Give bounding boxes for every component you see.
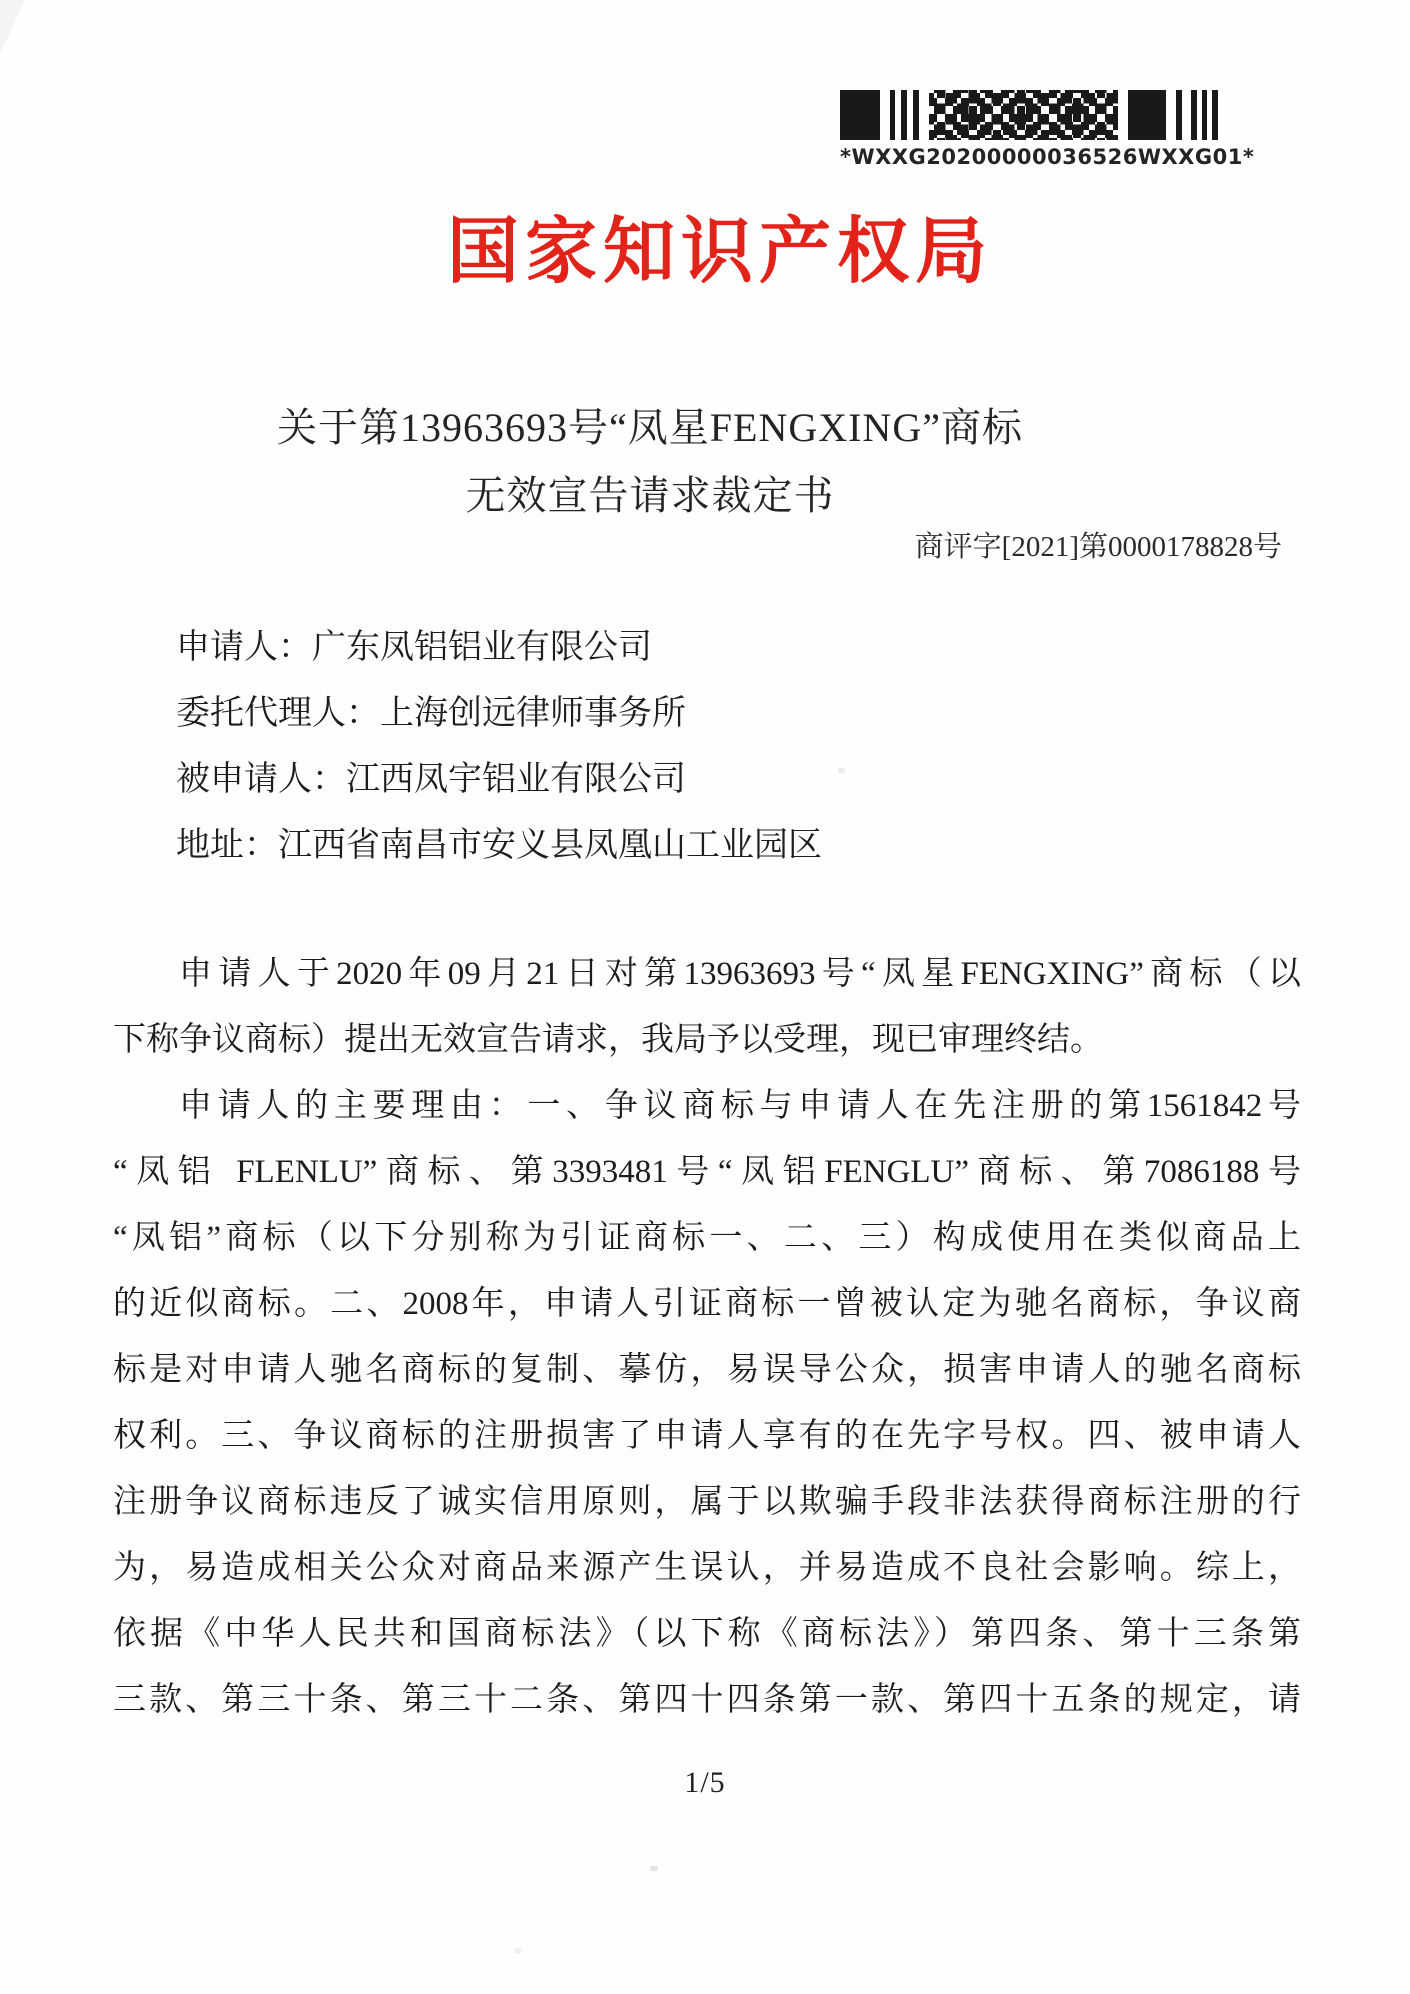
barcode-region: [840, 90, 1255, 169]
body-line: 注册争议商标违反了诚实信用原则，属于以欺骗手段非法获得商标注册的行: [113, 1484, 1301, 1520]
body-line: 的近似商标。二、2008年，申请人引证商标一曾被认定为驰名商标，争议商: [113, 1286, 1301, 1322]
body-line: 下称争议商标）提出无效宣告请求，我局予以受理，现已审理终结。: [113, 1022, 1103, 1058]
body-line: “凤铝 FLENLU”商标、第3393481号“凤铝FENGLU”商标、第7086188号: [113, 1154, 1301, 1190]
body-text: [113, 941, 1301, 1733]
scan-artifact: [838, 768, 845, 773]
body-line: “凤铝”商标（以下分别称为引证商标一、二、三）构成使用在类似商品上: [113, 1220, 1301, 1256]
body-line: 依据《中华人民共和国商标法》（以下称《商标法》）第四条、第十三条第: [113, 1616, 1301, 1652]
body-line: 申请人于2020年09月21日对第13963693号“凤星FENGXING”商标（以: [179, 956, 1301, 992]
party-applicant: 申请人：广东凤铝铝业有限公司: [176, 629, 652, 666]
body-line: 标是对申请人驰名商标的复制、摹仿，易误导公众，损害申请人的驰名商标: [113, 1352, 1301, 1388]
org-title: 国家知识产权局: [446, 212, 993, 292]
barcode-label: *WXXG20200000036526WXXG01*: [840, 145, 1255, 169]
parties-block: [176, 615, 822, 879]
barcode-2d-icon: [840, 90, 1218, 140]
scan-artifact: [650, 1866, 658, 1871]
body-line: 为，易造成相关公众对商品来源产生误认，并易造成不良社会影响。综上，: [113, 1550, 1301, 1586]
body-line: 申请人的主要理由：一、争议商标与申请人在先注册的第1561842号: [179, 1088, 1301, 1124]
scan-artifact: [0, 0, 34, 64]
party-agent: 委托代理人：上海创远律师事务所: [176, 695, 686, 732]
party-address: 地址：江西省南昌市安义县凤凰山工业园区: [176, 827, 822, 864]
doc-title-line1: 关于第13963693号“凤星FENGXING”商标: [277, 405, 1023, 450]
page-number: 1/5: [684, 1766, 726, 1799]
party-respondent: 被申请人：江西凤宇铝业有限公司: [176, 761, 686, 798]
scan-artifact: [515, 1948, 521, 1954]
body-line: 三款、第三十条、第三十二条、第四十四条第一款、第四十五条的规定，请: [113, 1682, 1301, 1718]
doc-title-line2: 无效宣告请求裁定书: [465, 473, 835, 518]
ref-number: 商评字[2021]第0000178828号: [914, 531, 1282, 563]
body-line: 权利。三、争议商标的注册损害了申请人享有的在先字号权。四、被申请人: [113, 1418, 1301, 1454]
